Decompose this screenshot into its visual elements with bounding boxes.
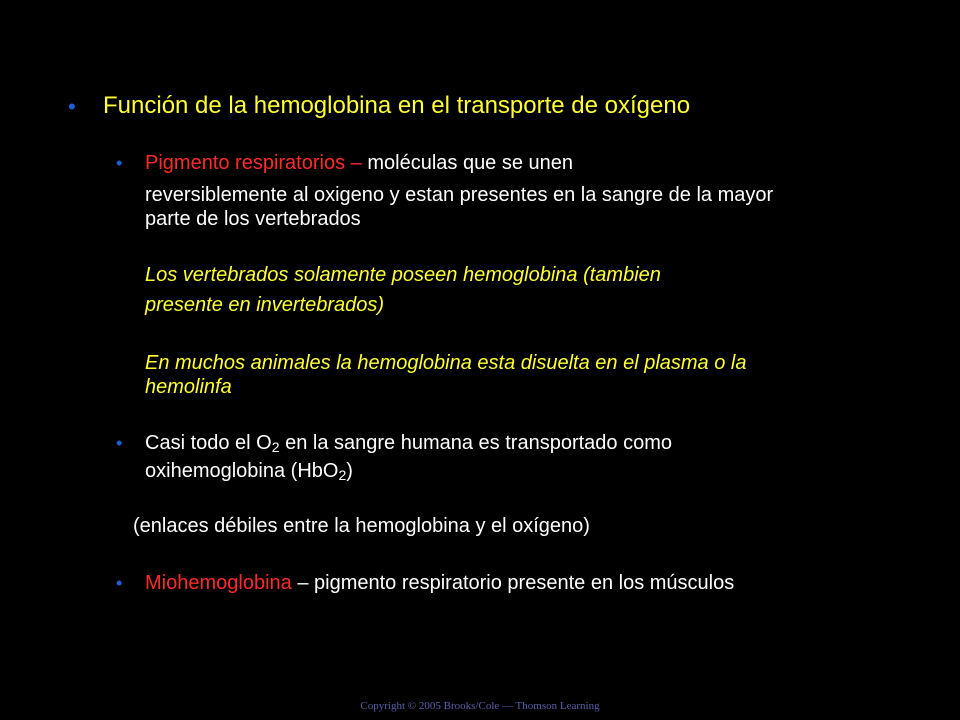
pigment-term: Pigmento respiratorios xyxy=(145,152,346,174)
oxygen-text-c: oxihemoglobina (HbO xyxy=(145,460,339,482)
myo-bullet: • xyxy=(116,573,123,593)
oxygen-line-1 xyxy=(145,432,672,454)
pigment-line-2: reversiblemente al oxigeno y estan presentes en la sangre de la mayor xyxy=(145,184,774,206)
pigment-dash: – xyxy=(345,152,368,174)
copyright-footer: Copyright © 2005 Brooks/Cole — Thomson Learning xyxy=(360,700,600,712)
oxygen-text-d: ) xyxy=(346,460,353,482)
pigment-bullet: • xyxy=(116,153,123,173)
bonds-line: (enlaces débiles entre la hemoglobina y el oxígeno) xyxy=(133,515,590,537)
pigment-line-3: parte de los vertebrados xyxy=(145,208,361,230)
animals-line-2: hemolinfa xyxy=(145,376,232,398)
title-bullet: • xyxy=(68,94,76,119)
oxygen-bullet: • xyxy=(116,433,123,453)
oxygen-text-b: en la sangre humana es transportado como xyxy=(279,432,672,454)
oxygen-text-a: Casi todo el O xyxy=(145,432,272,454)
oxygen-sub-2: 2 xyxy=(338,467,347,483)
pigment-line-1-rest: moléculas que se unen xyxy=(367,152,574,174)
vertebrates-line-1: Los vertebrados solamente poseen hemoglobina (tambien xyxy=(145,264,661,286)
pigment-line-1 xyxy=(145,152,573,174)
oxygen-line-2 xyxy=(145,460,353,482)
slide-title: Función de la hemoglobina en el transporte de oxígeno xyxy=(103,92,691,119)
myo-rest: – pigmento respiratorio presente en los músculos xyxy=(291,572,735,594)
animals-line-1: En muchos animales la hemoglobina esta disuelta en el plasma o la xyxy=(145,352,747,374)
myo-line xyxy=(145,572,734,594)
myo-term: Miohemoglobina xyxy=(145,572,292,594)
vertebrates-line-2: presente en invertebrados) xyxy=(145,294,385,316)
oxygen-sub-1: 2 xyxy=(271,439,280,455)
